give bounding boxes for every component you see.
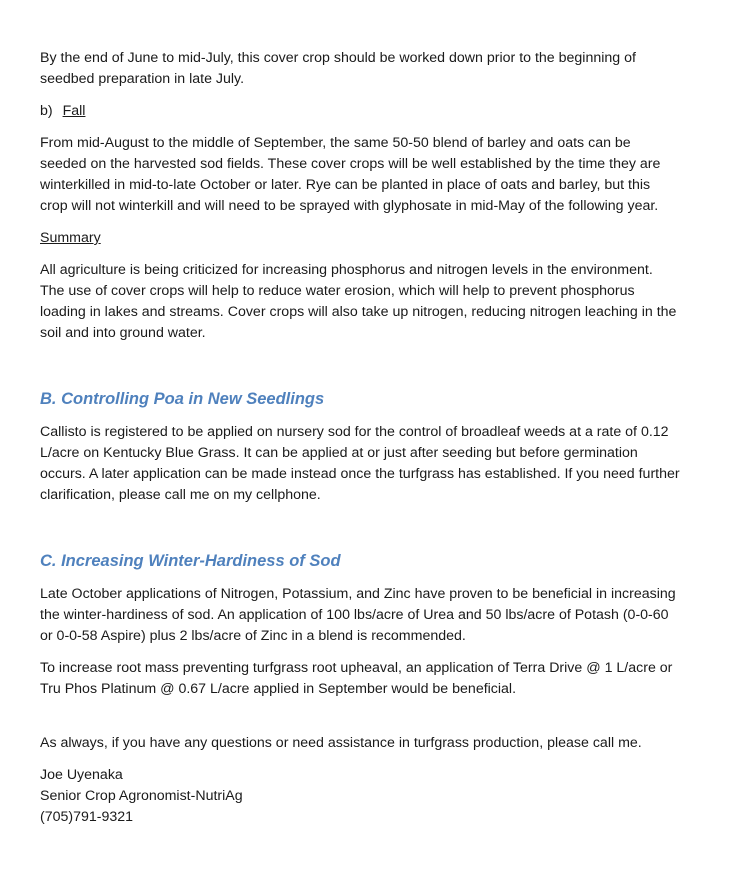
signature-phone: (705)791-9321 — [40, 809, 134, 825]
section-c-heading: C. Increasing Winter-Hardiness of Sod — [40, 552, 341, 570]
signature-block — [40, 765, 680, 828]
signature-title: Senior Crop Agronomist-NutriAg — [40, 788, 243, 804]
summary-heading: Summary — [40, 230, 101, 246]
fall-letter: b) — [40, 103, 53, 119]
signature-name: Joe Uyenaka — [40, 767, 123, 783]
fall-subheading — [40, 101, 680, 122]
closing-paragraph: As always, if you have any questions or need assistance in turfgrass production, please call me. — [40, 735, 642, 751]
section-c-paragraph-1: Late October applications of Nitrogen, Potassium, and Zinc have proven to be beneficial in increasing the winter-hardiness of sod. An application of 100 lbs/acre of Urea and 50 lbs/acre of Potash (0-0-60 or 0-0-58 Aspire) plus 2 lbs/acre of Zinc in a blend is recommended. — [40, 586, 676, 644]
section-b-heading: B. Controlling Poa in New Seedlings — [40, 390, 325, 408]
section-c-paragraph-2: To increase root mass preventing turfgrass root upheaval, an application of Terra Drive @ 1 L/acre or Tru Phos Platinum @ 0.67 L/acre applied in September would be beneficial. — [40, 660, 673, 697]
section-b-paragraph: Callisto is registered to be applied on nursery sod for the control of broadleaf weeds at a rate of 0.12 L/acre on Kentucky Blue Grass. It can be applied at or just after seeding but before germination occurs. A later application can be made instead once the turfgrass has established. If you need further clarification, please call me on my cellphone. — [40, 424, 680, 503]
fall-paragraph: From mid-August to the middle of September, the same 50-50 blend of barley and oats can be seeded on the harvested sod fields. These cover crops will be well established by the time they are winterkilled in mid-to-late October or later. Rye can be planted in place of oats and barley, but this crop will not winterkill and will need to be sprayed with glyphosate in mid-May of the following year. — [40, 135, 661, 214]
intro-paragraph: By the end of June to mid-July, this cover crop should be worked down prior to the beginning of seedbed preparation in late July. — [40, 50, 636, 87]
document-page — [40, 48, 680, 828]
fall-label: Fall — [62, 103, 86, 119]
summary-paragraph: All agriculture is being criticized for increasing phosphorus and nitrogen levels in the environment. The use of cover crops will help to reduce water erosion, which will help to prevent phosphorus loading in lakes and streams. Cover crops will also take up nitrogen, reducing nitrogen leaching in the soil and into ground water. — [40, 262, 677, 341]
